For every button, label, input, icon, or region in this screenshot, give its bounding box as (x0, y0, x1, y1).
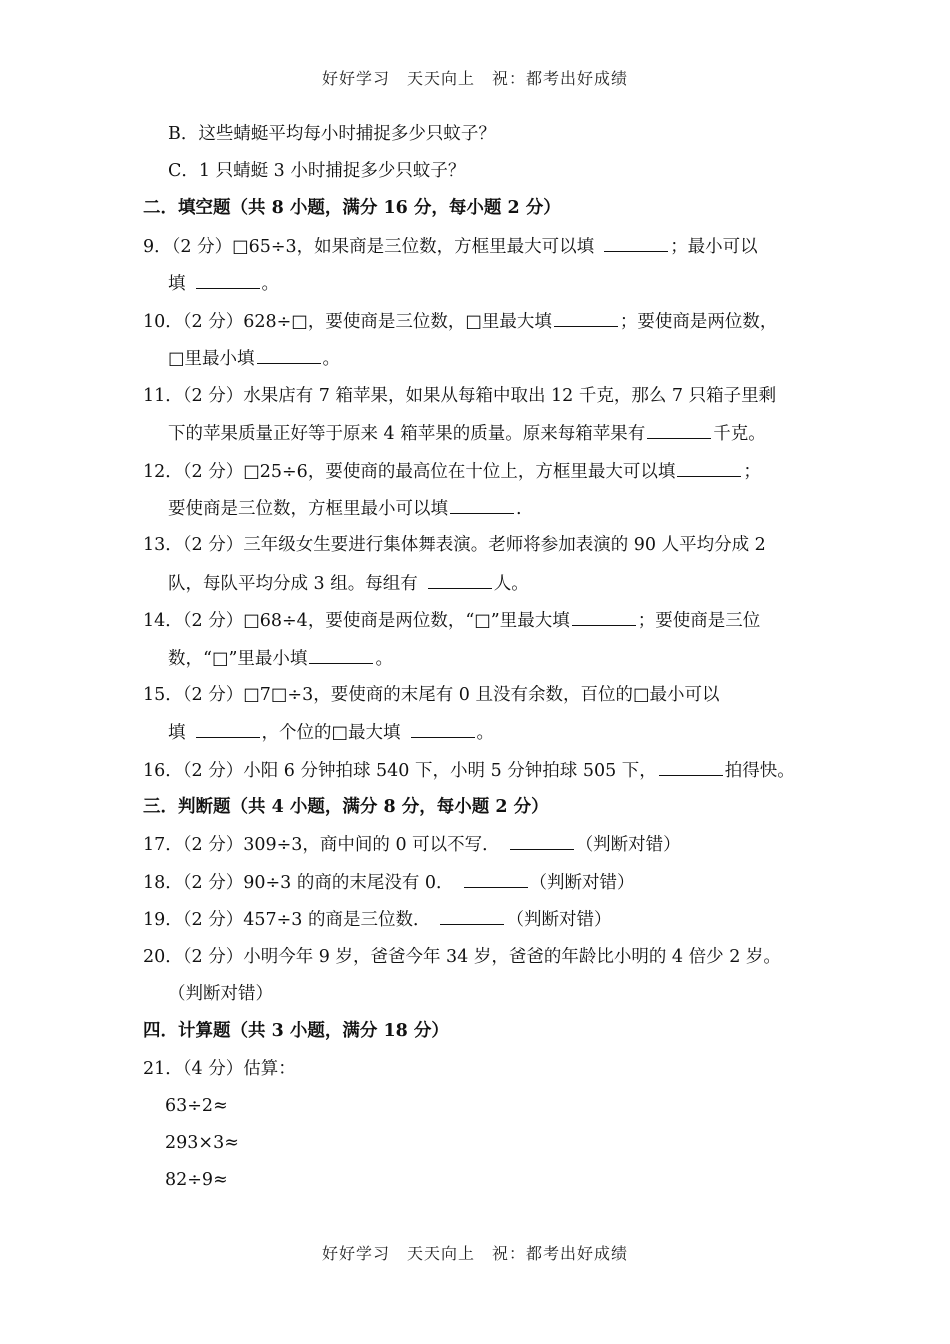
answer-blank[interactable] (257, 347, 321, 364)
question-12-line-2 (168, 497, 522, 520)
answer-blank[interactable] (428, 572, 492, 589)
question-15-line-1: 15．（2 分）□7□÷3，要使商的末尾有 0 且没有余数，百位的□最小可以 (143, 685, 720, 705)
page-header: 好好学习 天天向上 祝：都考出好成绩 (321, 69, 628, 88)
estimate-expression-3: 82÷9≈ (165, 1170, 228, 1190)
answer-blank[interactable] (196, 272, 260, 289)
section-heading-fill-in: 二．填空题（共 8 小题，满分 16 分，每小题 2 分） (143, 198, 561, 218)
answer-blank[interactable] (464, 871, 528, 888)
question-19-text: 19．（2 分）457÷3 的商是三位数． (143, 910, 431, 930)
question-9-line-2 (168, 272, 279, 295)
question-17 (143, 833, 681, 856)
question-15-fill-label: 填 (168, 723, 186, 743)
question-15-text: ，个位的□最大填 (261, 723, 401, 743)
question-18-text: 18．（2 分）90÷3 的商的末尾没有 0． (143, 873, 454, 893)
question-10-end: 。 (322, 349, 341, 369)
question-18 (143, 871, 635, 894)
question-14-text: 14．（2 分）□68÷4，要使商是两位数，“□”里最大填 (143, 611, 570, 631)
question-11-text: 下的苹果质量正好等于原来 4 箱苹果的质量。原来每箱苹果有 (168, 424, 646, 444)
question-14-end: 。 (375, 649, 393, 669)
answer-blank[interactable] (677, 460, 741, 477)
question-9-fill-label: 填 (168, 274, 186, 294)
option-b: B．这些蜻蜓平均每小时捕捉多少只蚊子？ (168, 124, 496, 144)
question-14-text-2: 数，“□”里最小填 (168, 649, 308, 669)
question-11-line-2 (168, 422, 766, 445)
question-14-line-2 (168, 647, 393, 670)
answer-blank[interactable] (659, 759, 723, 776)
question-12-end: . (516, 499, 522, 519)
question-15-line-2 (168, 721, 494, 744)
question-10-text-2: □里最小填 (168, 349, 255, 369)
question-11-line-1: 11．（2 分）水果店有 7 箱苹果，如果从每箱中取出 12 千克，那么 7 只箱子里剩 (143, 386, 777, 406)
answer-blank[interactable] (196, 721, 260, 738)
question-13-line-2 (168, 572, 529, 595)
answer-blank[interactable] (572, 609, 636, 626)
question-13-text: 队，每队平均分成 3 组。每组有 (168, 574, 418, 594)
estimate-expression-1: 63÷2≈ (165, 1096, 228, 1116)
question-9-text: 9．（2 分）□65÷3，如果商是三位数，方框里最大可以填 (143, 237, 595, 257)
section-heading-true-false: 三．判断题（共 4 小题，满分 8 分，每小题 2 分） (143, 797, 549, 817)
question-10-text: 10．（2 分）628÷□，要使商是三位数，□里最大填 (143, 312, 552, 332)
answer-blank[interactable] (647, 422, 711, 439)
question-19 (143, 908, 611, 931)
question-16-end: 拍得快。 (724, 761, 795, 781)
answer-blank[interactable] (604, 235, 668, 252)
option-c: C．1 只蜻蜓 3 小时捕捉多少只蚊子？ (168, 161, 466, 181)
question-10-line-1 (143, 310, 777, 333)
question-17-note: （判断对错） (575, 835, 681, 855)
question-10-text-cont: ；要使商是两位数， (619, 312, 778, 332)
answer-blank[interactable] (440, 908, 504, 925)
answer-blank[interactable] (309, 647, 373, 664)
question-16-line-1 (143, 759, 795, 782)
question-12-sep: ； (743, 462, 761, 482)
question-11-end: 千克。 (713, 424, 766, 444)
answer-blank[interactable] (510, 833, 574, 850)
question-9-end: 。 (261, 274, 279, 294)
question-21: 21．（4 分）估算： (143, 1059, 296, 1079)
question-9-text-cont: ；最小可以 (670, 237, 758, 257)
answer-blank[interactable] (554, 310, 618, 327)
question-19-note: （判断对错） (506, 910, 612, 930)
estimate-expression-2: 293×3≈ (165, 1133, 239, 1153)
page-footer: 好好学习 天天向上 祝：都考出好成绩 (321, 1244, 628, 1263)
question-15-end: 。 (476, 723, 495, 743)
question-9-line-1 (143, 235, 758, 258)
question-13-line-1: 13．（2 分）三年级女生要进行集体舞表演。老师将参加表演的 90 人平均分成 2 (143, 535, 766, 555)
question-12-line-1 (143, 460, 761, 483)
question-13-end: 人。 (493, 574, 529, 594)
answer-blank[interactable] (450, 497, 514, 514)
section-heading-calculation: 四．计算题（共 3 小题，满分 18 分） (143, 1021, 449, 1041)
question-10-line-2 (168, 347, 340, 370)
question-14-text-cont: ；要使商是三位 (637, 611, 761, 631)
answer-blank[interactable] (411, 721, 475, 738)
question-12-text-2: 要使商是三位数，方框里最小可以填 (168, 499, 448, 519)
question-17-text: 17．（2 分）309÷3，商中间的 0 可以不写． (143, 835, 500, 855)
question-20-line-1: 20．（2 分）小明今年 9 岁，爸爸今年 34 岁，爸爸的年龄比小明的 4 倍少 2 岁。 (143, 947, 781, 967)
question-18-note: （判断对错） (529, 873, 635, 893)
question-12-text: 12．（2 分）□25÷6，要使商的最高位在十位上，方框里最大可以填 (143, 462, 676, 482)
question-14-line-1 (143, 609, 760, 632)
question-16-text: 16．（2 分）小阳 6 分钟拍球 540 下，小明 5 分钟拍球 505 下， (143, 761, 657, 781)
question-20-line-2: （判断对错） (168, 984, 273, 1004)
